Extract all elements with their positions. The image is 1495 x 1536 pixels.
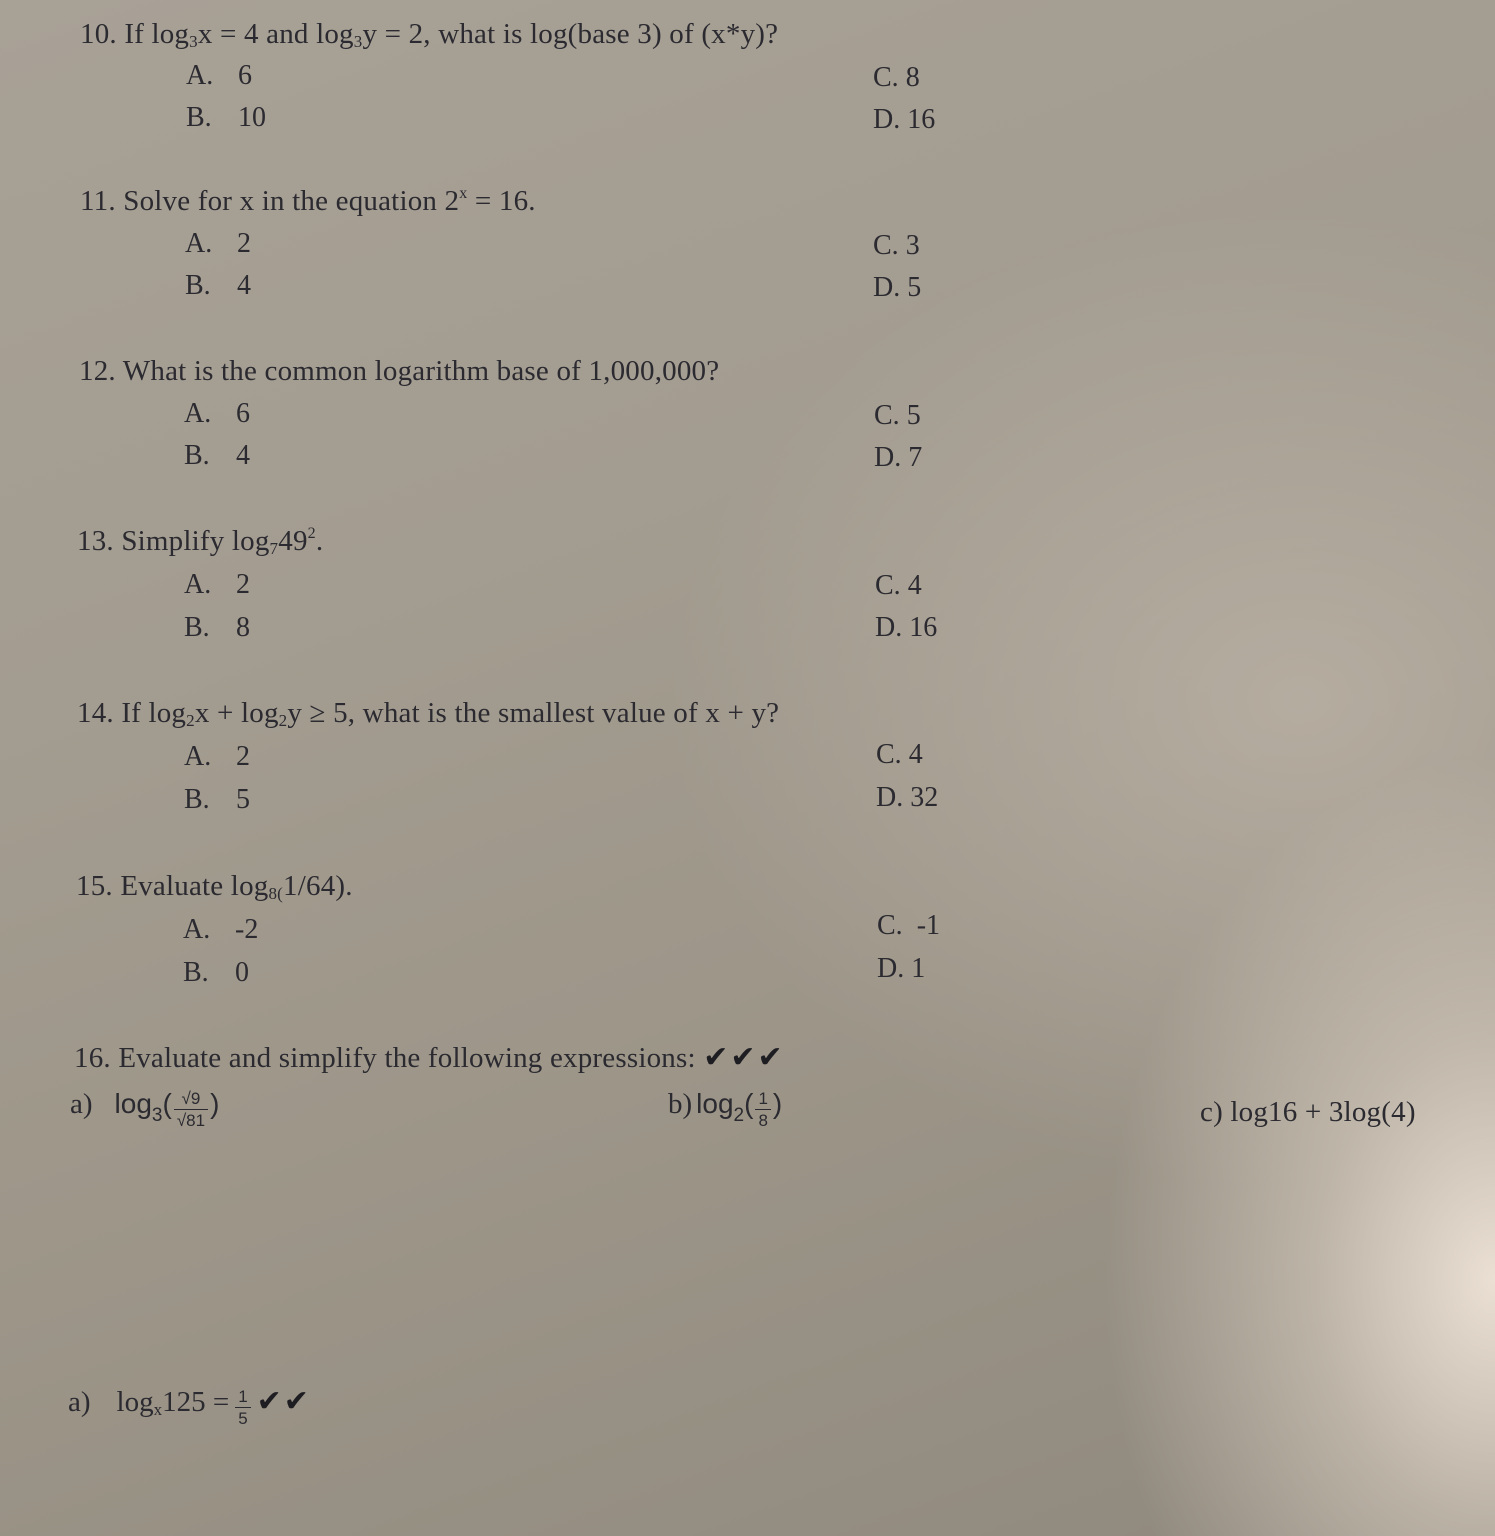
question-number: 12.: [79, 355, 116, 387]
question-number: 15.: [76, 870, 113, 902]
question-number: 13.: [77, 525, 114, 557]
fraction: $\frac{√9}{√81}$: [174, 1090, 208, 1129]
q14-option-b: B. 5: [184, 784, 250, 815]
question-number: 16.: [74, 1042, 111, 1074]
question-14: 14. If $\log_2x + \log_2y \ge 5$, what is the smallest value of x + y?: [77, 697, 780, 730]
q10-option-b: B. 10: [186, 102, 266, 133]
question-number: 10.: [80, 18, 117, 50]
q11-option-a: A. 2: [185, 228, 251, 259]
q12-option-a: A. 6: [184, 398, 250, 429]
q12-option-d: D. 7: [874, 442, 923, 473]
q15-option-d: D. 1: [877, 953, 926, 984]
question-number: 14.: [77, 697, 114, 729]
q15-option-a: A. -2: [183, 914, 259, 945]
checkmarks-icon: ✔✔✔: [703, 1040, 785, 1075]
fraction: $\frac{1}{5}$: [235, 1388, 250, 1427]
q13-option-d: D. 16: [875, 612, 938, 643]
checkmarks-icon: ✔✔: [256, 1384, 311, 1419]
q14-option-d: D. 32: [876, 782, 939, 813]
q10-option-c: C. 8: [873, 62, 920, 93]
fraction: $\frac{1}{8}$: [755, 1090, 770, 1129]
question-number: 11.: [80, 185, 116, 217]
q12-option-c: C. 5: [874, 400, 921, 431]
q11-option-b: B. 4: [185, 270, 251, 301]
q13-option-c: C. 4: [875, 570, 922, 601]
q16-part-c: c) log16 + 3log(4): [1200, 1096, 1416, 1128]
q15-option-c: C. -1: [877, 910, 941, 941]
question-10: 10. If $\log_3x = 4$ and $\log_3y = 2$, what is log(base 3) of (x*y)?: [80, 18, 779, 51]
q10-option-a: A. 6: [186, 60, 252, 91]
question-13: 13. Simplify $\log_749^2$.: [77, 525, 324, 558]
q13-option-b: B. 8: [184, 612, 250, 643]
question-12: 12. What is the common logarithm base of 1,000,000?: [79, 355, 720, 387]
q12-option-b: B. 4: [184, 440, 250, 471]
q10-option-d: D. 16: [873, 104, 936, 135]
q14-option-c: C. 4: [876, 739, 923, 770]
question-15: 15. Evaluate $\log_{8(}1/64$).: [76, 870, 353, 903]
q11-option-d: D. 5: [873, 272, 922, 303]
question-11: 11. Solve for x in the equation $2^x = 16$.: [80, 185, 536, 217]
q15-option-b: B. 0: [183, 957, 249, 988]
q16-part-b: b) log2( $\frac{1}{8}$ ): [668, 1088, 783, 1130]
question-16: 16. Evaluate and simplify the following expressions: ✔✔✔: [74, 1040, 785, 1075]
q14-option-a: A. 2: [184, 741, 250, 772]
q17-part-a: a) $\log_x125$ = $\frac{1}{5}$ ✔✔: [68, 1384, 311, 1428]
q16-part-a: a) log3( $\frac{√9}{√81}$ ): [70, 1088, 220, 1130]
q11-option-c: C. 3: [873, 230, 920, 261]
q13-option-a: A. 2: [184, 569, 250, 600]
